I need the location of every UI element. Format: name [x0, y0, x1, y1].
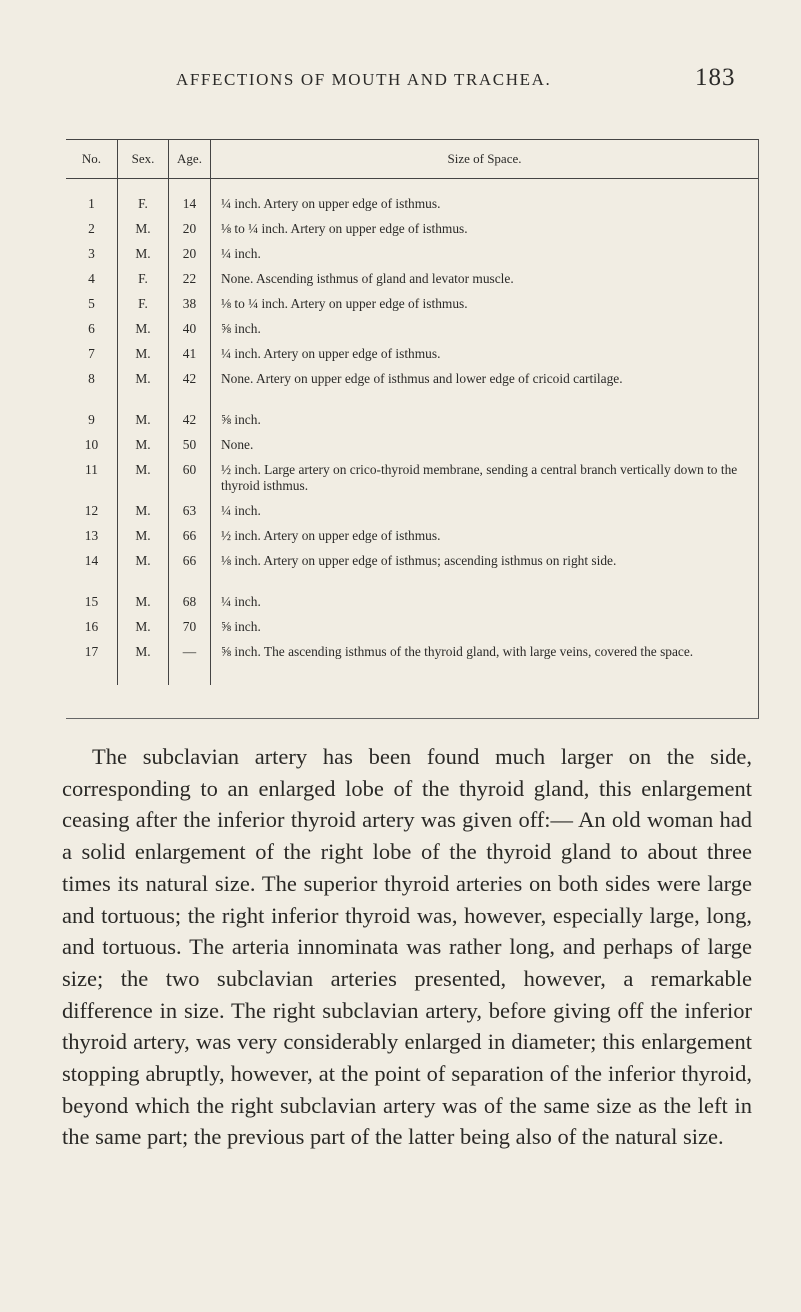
- cell-sex: F.: [118, 296, 169, 321]
- table-row: [66, 553, 758, 594]
- table-row: [66, 437, 758, 462]
- cell-age: 22: [169, 271, 211, 296]
- cell-no: 17: [66, 644, 118, 685]
- cell-size: ⅝ inch.: [221, 619, 261, 634]
- cell-sex: F.: [118, 179, 169, 222]
- cell-no: 6: [66, 321, 118, 346]
- cell-age: 66: [169, 528, 211, 553]
- cell-no: 3: [66, 246, 118, 271]
- col-header-size: Size of Space.: [211, 140, 759, 179]
- cell-age: 70: [169, 619, 211, 644]
- table-row: [66, 346, 758, 371]
- body-paragraph: The subclavian artery has been found much larger on the side, corresponding to an enlarged lobe of the thyroid gland, this enlargement ceasing after the inferior thyroid artery was given off:— An old woman had a solid enlargement of the right lobe of the thyroid gland to about three times its natural size. The superior thyroid arteries on both sides were large and tortuous; the right inferior thyroid was, however, especially large, long, and tortuous. The arteria innominata was rather long, and perhaps of large size; the two subclavian arteries presented, however, a remarkable difference in size. The right subclavian artery, before giving off the inferior thyroid artery, was very considerably enlarged in diameter; this enlargement stopping abruptly, however, at the point of separation of the inferior thyroid, beyond which the right subclavian artery was of the same size as the left in the same part; the previous part of the latter being also of the natural size.: [62, 744, 752, 1150]
- table-row: [66, 644, 758, 685]
- table-row: [66, 412, 758, 437]
- cell-age: 50: [169, 437, 211, 462]
- table-row: [66, 619, 758, 644]
- table-header-row: [66, 140, 758, 179]
- cell-size: ⅝ inch. The ascending isthmus of the thyroid gland, with large veins, covered the space.: [221, 644, 694, 659]
- cell-age: 20: [169, 221, 211, 246]
- table-row: [66, 594, 758, 619]
- table-row: [66, 221, 758, 246]
- table-row: [66, 246, 758, 271]
- cell-no: 5: [66, 296, 118, 321]
- cell-size: ¼ inch. Artery on upper edge of isthmus.: [221, 346, 441, 361]
- cell-size: ¼ inch. Artery on upper edge of isthmus.: [221, 196, 441, 211]
- cell-size: ⅝ inch.: [221, 412, 261, 427]
- cell-age: 42: [169, 371, 211, 412]
- cell-sex: M.: [118, 371, 169, 412]
- cell-sex: M.: [118, 437, 169, 462]
- cell-no: 9: [66, 412, 118, 437]
- table-row: [66, 462, 758, 503]
- body-text: [62, 741, 752, 1153]
- running-title: AFFECTIONS OF MOUTH AND TRACHEA.: [176, 70, 552, 89]
- cell-no: 14: [66, 553, 118, 594]
- cell-sex: M.: [118, 528, 169, 553]
- running-head: [0, 64, 801, 110]
- cell-sex: M.: [118, 346, 169, 371]
- cell-size: ½ inch. Large artery on crico-thyroid membrane, sending a central branch vertically down to the thyroid isthmus.: [221, 462, 738, 493]
- cell-age: 60: [169, 462, 211, 503]
- cell-no: 8: [66, 371, 118, 412]
- table-row: [66, 271, 758, 296]
- cell-age: 66: [169, 553, 211, 594]
- cell-no: 12: [66, 503, 118, 528]
- col-header-age: Age.: [169, 140, 211, 179]
- cell-age: 42: [169, 412, 211, 437]
- cell-size: ⅛ to ¼ inch. Artery on upper edge of isthmus.: [221, 296, 468, 311]
- cell-sex: M.: [118, 503, 169, 528]
- table-row: [66, 179, 758, 222]
- cell-no: 15: [66, 594, 118, 619]
- cell-sex: M.: [118, 246, 169, 271]
- cell-size: ¼ inch.: [221, 594, 261, 609]
- cell-size: None. Ascending isthmus of gland and levator muscle.: [221, 271, 514, 286]
- cell-sex: M.: [118, 321, 169, 346]
- cell-no: 13: [66, 528, 118, 553]
- table-row: [66, 503, 758, 528]
- cell-sex: M.: [118, 644, 169, 685]
- cell-no: 4: [66, 271, 118, 296]
- cell-sex: M.: [118, 221, 169, 246]
- cell-age: —: [169, 644, 211, 685]
- cell-size: ⅝ inch.: [221, 321, 261, 336]
- cell-sex: M.: [118, 462, 169, 503]
- cell-size: None. Artery on upper edge of isthmus and lower edge of cricoid cartilage.: [221, 371, 623, 386]
- cell-size: ⅛ to ¼ inch. Artery on upper edge of isthmus.: [221, 221, 468, 236]
- table-row: [66, 371, 758, 412]
- cell-age: 38: [169, 296, 211, 321]
- cell-size: None.: [221, 437, 254, 452]
- cell-sex: M.: [118, 412, 169, 437]
- table-row: [66, 528, 758, 553]
- col-header-sex: Sex.: [118, 140, 169, 179]
- page-number: 183: [695, 64, 736, 91]
- data-table: [66, 140, 758, 685]
- cell-sex: F.: [118, 271, 169, 296]
- cell-age: 14: [169, 179, 211, 222]
- cell-no: 10: [66, 437, 118, 462]
- data-table-container: [66, 139, 759, 719]
- cell-sex: M.: [118, 553, 169, 594]
- cell-age: 63: [169, 503, 211, 528]
- cell-no: 11: [66, 462, 118, 503]
- cell-age: 40: [169, 321, 211, 346]
- cell-size: ⅛ inch. Artery on upper edge of isthmus; ascending isthmus on right side.: [221, 553, 617, 568]
- cell-no: 7: [66, 346, 118, 371]
- cell-no: 16: [66, 619, 118, 644]
- cell-sex: M.: [118, 594, 169, 619]
- cell-no: 1: [66, 179, 118, 222]
- col-header-no: No.: [66, 140, 118, 179]
- cell-age: 68: [169, 594, 211, 619]
- cell-sex: M.: [118, 619, 169, 644]
- table-row: [66, 321, 758, 346]
- table-row: [66, 296, 758, 321]
- cell-age: 41: [169, 346, 211, 371]
- cell-size: ½ inch. Artery on upper edge of isthmus.: [221, 528, 441, 543]
- cell-size: ¼ inch.: [221, 503, 261, 518]
- cell-no: 2: [66, 221, 118, 246]
- cell-age: 20: [169, 246, 211, 271]
- cell-size: ¼ inch.: [221, 246, 261, 261]
